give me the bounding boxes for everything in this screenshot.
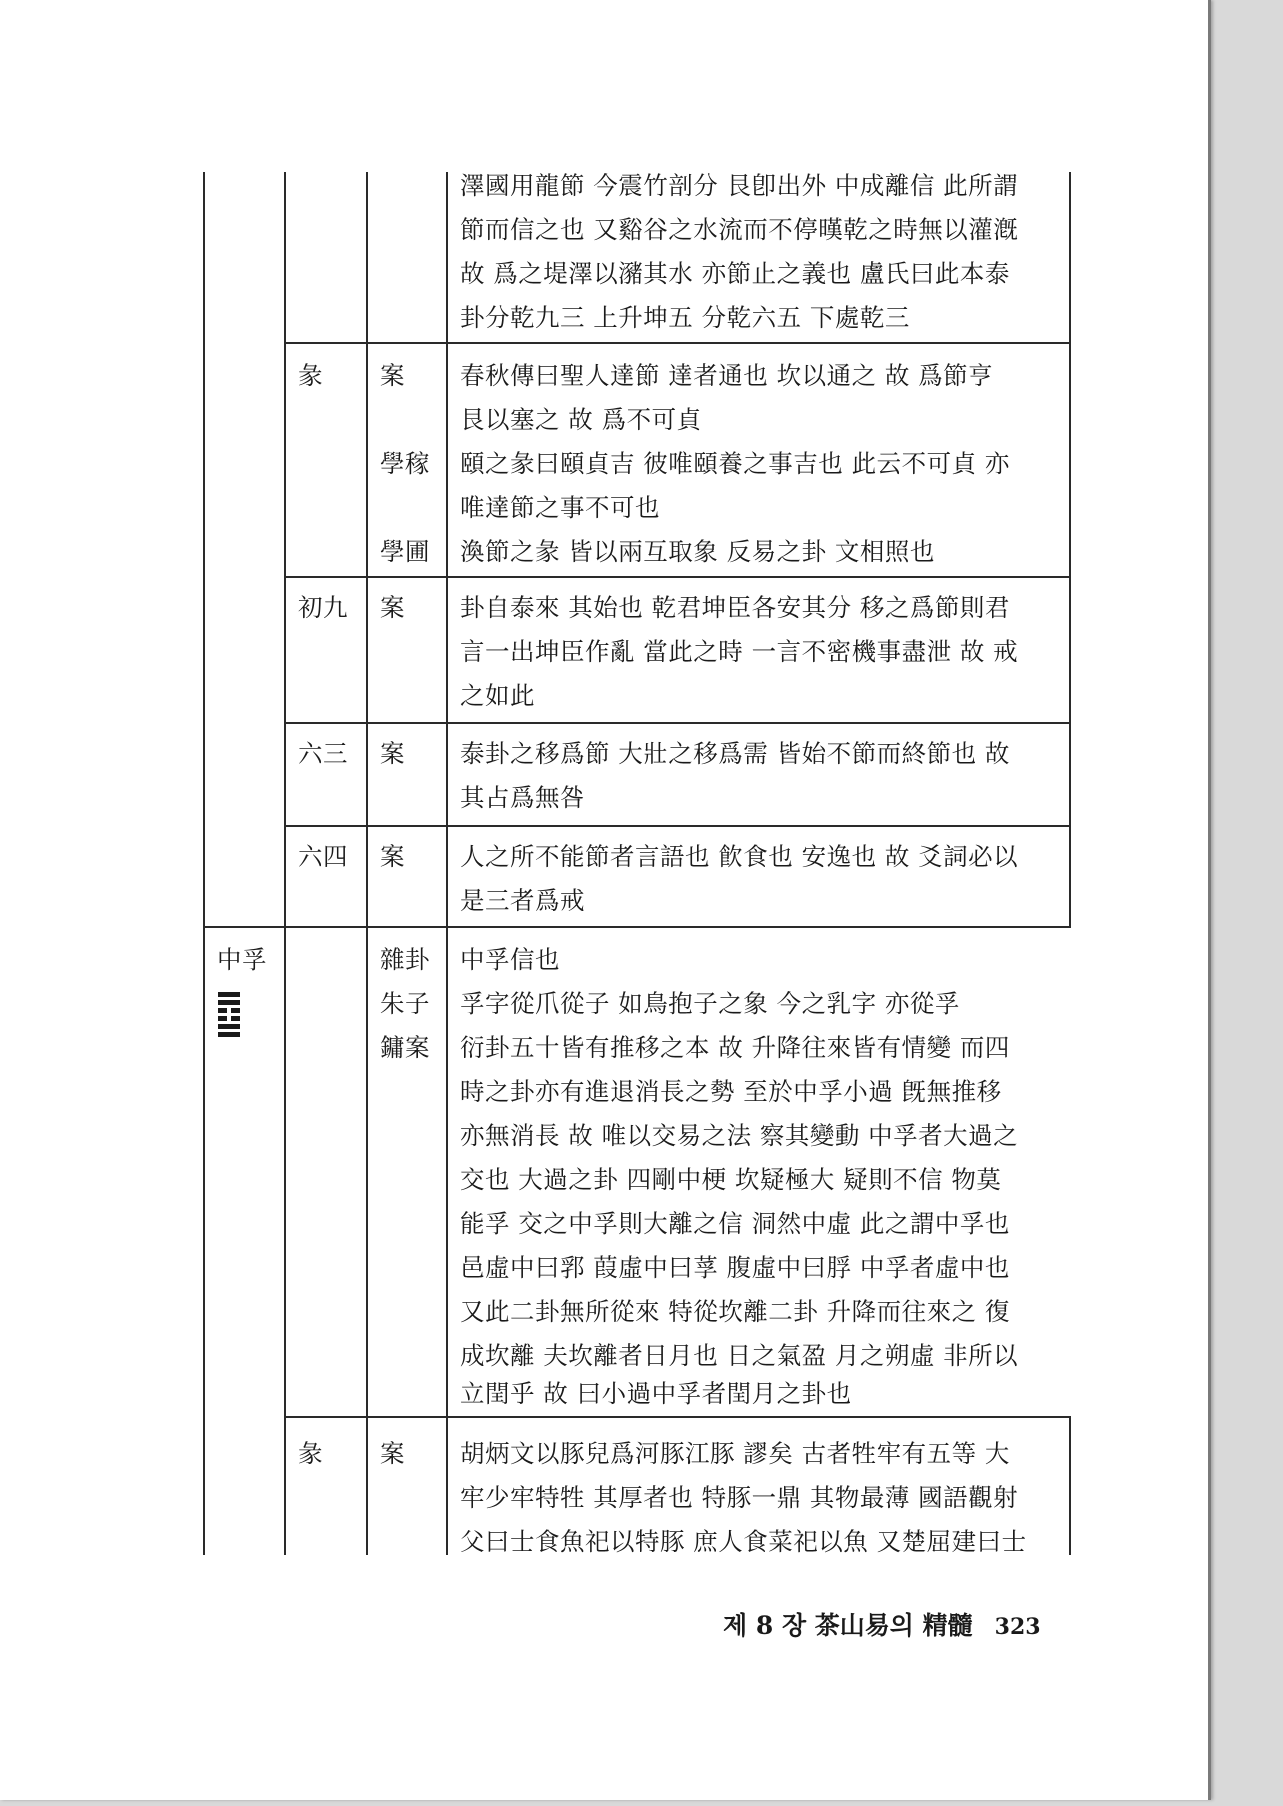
row-text-line: 泰卦之移爲節 大壯之移爲需 皆始不節而終節也 故 bbox=[460, 739, 1010, 768]
row-text-line: 邑虛中曰郛 葭虛中曰莩 腹虛中曰脬 中孚者虛中也 bbox=[460, 1253, 1010, 1282]
table-right-border bbox=[1069, 172, 1071, 928]
row-text-line: 是三者爲戒 bbox=[460, 886, 585, 915]
row-text-line: 唯達節之事不可也 bbox=[460, 493, 660, 522]
row-text-line: 人之所不能節者言語也 飮食也 安逸也 故 爻詞必以 bbox=[460, 842, 1019, 871]
page-footer bbox=[723, 1606, 1041, 1642]
hexagram-name: 中孚 bbox=[217, 945, 267, 974]
row-divider bbox=[284, 576, 1071, 578]
row-source: 朱子 bbox=[380, 989, 430, 1018]
row-source: 案 bbox=[380, 1439, 405, 1468]
row-text-line: 父曰士食魚祀以特豚 庶人食菜祀以魚 又楚屈建曰士 bbox=[460, 1527, 1027, 1556]
row-source: 案 bbox=[380, 593, 405, 622]
row-text-line: 能孚 交之中孚則大離之信 洞然中虛 此之謂中孚也 bbox=[460, 1209, 1010, 1238]
row-text-line: 成坎離 夫坎離者日月也 日之氣盈 月之朔虛 非所以 bbox=[460, 1341, 1019, 1370]
row-text-line: 澤國用龍節 今震竹剖分 艮卽出外 中成離信 此所謂 bbox=[460, 171, 1019, 200]
column-divider-2 bbox=[366, 172, 368, 1555]
row-text-line: 孚字從爪從子 如鳥抱子之象 今之乳字 亦從孚 bbox=[460, 989, 960, 1018]
row-source: 學稼 bbox=[380, 449, 430, 478]
page-number: 323 bbox=[994, 1614, 1041, 1640]
row-divider bbox=[284, 722, 1071, 724]
row-text-line: 卦自泰來 其始也 乾君坤臣各安其分 移之爲節則君 bbox=[460, 593, 1010, 622]
row-text-line: 頤之彖曰頤貞吉 彼唯頤養之事吉也 此云不可貞 亦 bbox=[460, 449, 1010, 478]
row-source: 案 bbox=[380, 361, 405, 390]
row-label: 初九 bbox=[298, 593, 348, 622]
row-source: 案 bbox=[380, 739, 405, 768]
column-divider-1 bbox=[284, 172, 286, 1555]
row-label: 六四 bbox=[298, 842, 348, 871]
row-label: 彖 bbox=[298, 1439, 323, 1468]
table-right-border-lower bbox=[1069, 1418, 1071, 1555]
row-text-line: 胡炳文以豚兒爲河豚江豚 謬矣 古者牲牢有五等 大 bbox=[460, 1439, 1010, 1468]
row-source: 鏞案 bbox=[380, 1033, 430, 1062]
row-text-line: 衍卦五十皆有推移之本 故 升降往來皆有情變 而四 bbox=[460, 1033, 1010, 1062]
row-text-line: 艮以塞之 故 爲不可貞 bbox=[460, 405, 702, 434]
row-divider bbox=[284, 825, 1071, 827]
row-source: 學圃 bbox=[380, 537, 430, 566]
row-label: 彖 bbox=[298, 361, 323, 390]
row-text-line: 牢少牢特牲 其厚者也 特豚一鼎 其物最薄 國語觀射 bbox=[460, 1483, 1019, 1512]
table-left-border bbox=[203, 172, 205, 1555]
row-label: 六三 bbox=[298, 739, 348, 768]
row-text-line: 時之卦亦有進退消長之勢 至於中孚小過 旣無推移 bbox=[460, 1077, 1002, 1106]
row-divider bbox=[284, 342, 1071, 344]
row-text-line: 中孚信也 bbox=[460, 945, 560, 974]
row-source: 案 bbox=[380, 842, 405, 871]
row-divider bbox=[203, 926, 1071, 928]
row-text-line: 交也 大過之卦 四剛中梗 坎疑極大 疑則不信 物莫 bbox=[460, 1165, 1002, 1194]
row-text-line: 又此二卦無所從來 特從坎離二卦 升降而往來之 復 bbox=[460, 1297, 1010, 1326]
row-source: 雜卦 bbox=[380, 945, 430, 974]
row-text-line: 立閏乎 故 曰小過中孚者閏月之卦也 bbox=[460, 1379, 852, 1408]
row-text-line: 節而信之也 又谿谷之水流而不停暵乾之時無以灌漑 bbox=[460, 215, 1019, 244]
column-divider-3 bbox=[446, 172, 448, 1555]
row-text-line: 其占爲無咎 bbox=[460, 783, 585, 812]
row-text-line: 亦無消長 故 唯以交易之法 察其變動 中孚者大過之 bbox=[460, 1121, 1019, 1150]
row-text-line: 卦分乾九三 上升坤五 分乾六五 下處乾三 bbox=[460, 303, 910, 332]
chapter-title: 제 8 장 茶山易의 精髓 bbox=[723, 1611, 973, 1640]
row-text-line: 之如此 bbox=[460, 681, 535, 710]
row-text-line: 言一出坤臣作亂 當此之時 一言不密機事盡泄 故 戒 bbox=[460, 637, 1019, 666]
row-text-line: 故 爲之堤澤以瀦其水 亦節止之義也 盧氏曰此本泰 bbox=[460, 259, 1010, 288]
row-text-line: 春秋傳曰聖人達節 達者通也 坎以通之 故 爲節亨 bbox=[460, 361, 994, 390]
row-text-line: 渙節之彖 皆以兩互取象 反易之卦 文相照也 bbox=[460, 537, 935, 566]
row-divider bbox=[284, 1416, 1071, 1418]
hexagram-symbol-icon bbox=[218, 992, 240, 1040]
